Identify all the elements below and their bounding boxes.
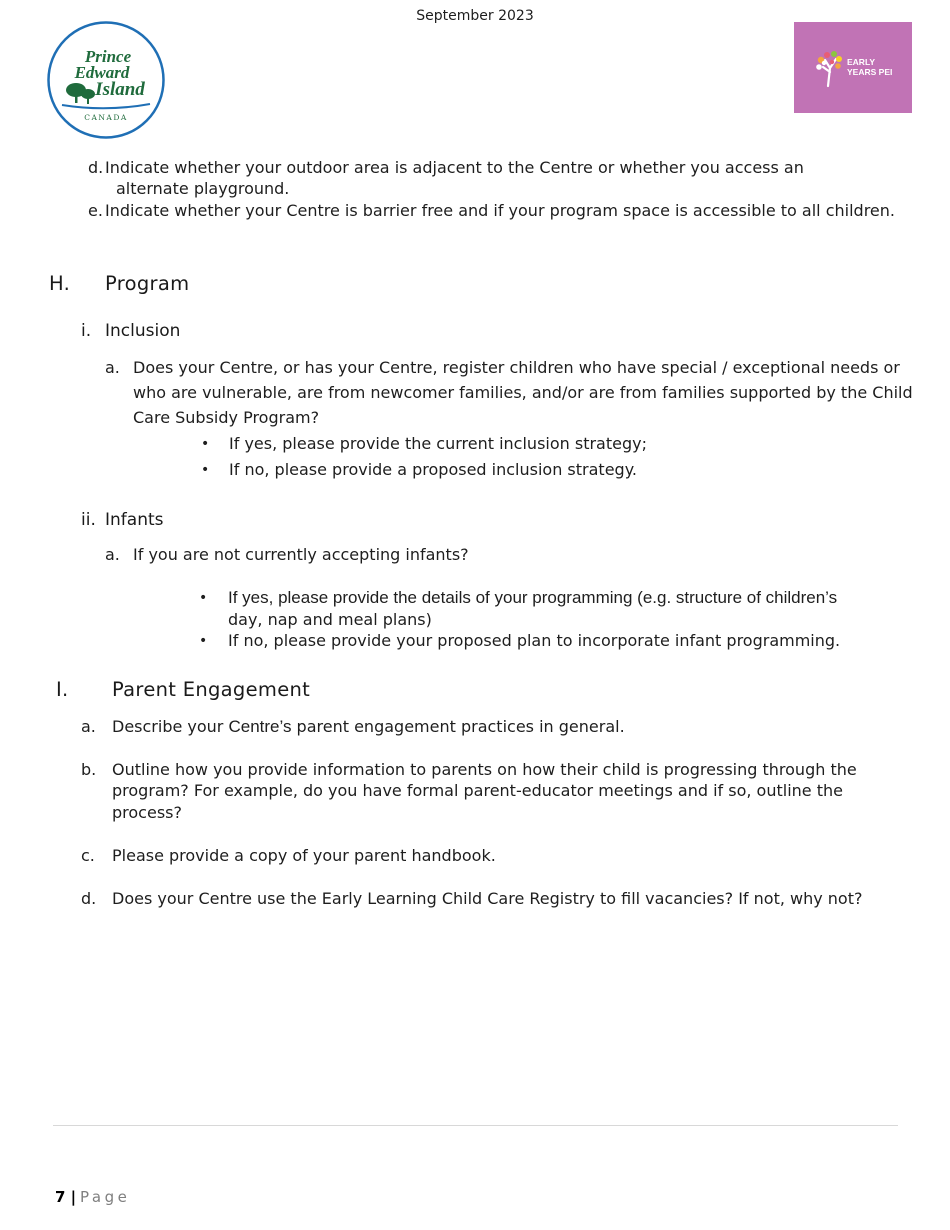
page-number: 7 | xyxy=(55,1188,77,1206)
subsection-title-infants: Infants xyxy=(105,510,164,530)
section-title-parent-engagement: Parent Engagement xyxy=(112,678,311,701)
bullet-icon: • xyxy=(201,436,210,452)
early-years-logo-line1: EARLY xyxy=(847,57,876,67)
section-marker: H. xyxy=(49,272,71,295)
outdoor-area-question-line2: alternate playground. xyxy=(116,179,290,198)
page-label: Page xyxy=(80,1188,131,1206)
inclusion-question-line3: Care Subsidy Program? xyxy=(133,408,320,427)
item-marker: e. xyxy=(88,201,103,220)
infants-bullet-no: If no, please provide your proposed plan to incorporate infant programming. xyxy=(228,631,841,650)
early-years-logo xyxy=(794,22,912,113)
item-marker: a. xyxy=(105,358,120,377)
barrier-free-question: Indicate whether your Centre is barrier free and if your program space is accessible to all children. xyxy=(105,201,895,220)
progress-info-question-line2: program? For example, do you have formal parent-educator meetings and if so, outline the xyxy=(112,781,843,800)
tree-icon xyxy=(816,51,842,86)
inclusion-bullet-yes: If yes, please provide the current inclusion strategy; xyxy=(229,434,647,453)
item-marker: d. xyxy=(81,889,97,908)
inclusion-bullet-no: If no, please provide a proposed inclusion strategy. xyxy=(229,460,637,479)
early-years-logo-line2: YEARS PEI xyxy=(847,67,893,77)
infants-bullet-yes-line2: day, nap and meal plans) xyxy=(228,610,432,629)
item-marker: a. xyxy=(105,545,120,564)
infants-bullet-yes-line1: If yes, please provide the details of your programming (e.g. structure of children’s xyxy=(228,588,838,607)
progress-info-question-line1: Outline how you provide information to parents on how their child is progressing through the xyxy=(112,760,857,779)
inclusion-question-line1: Does your Centre, or has your Centre, register children who have special / exceptional needs or xyxy=(133,358,900,377)
engagement-practices-question: Describe your Centre’s parent engagement practices in general. xyxy=(112,717,625,736)
inclusion-question-line2: who are vulnerable, are from newcomer families, and/or are from families supported by the Child xyxy=(133,383,913,402)
bullet-icon: • xyxy=(199,633,208,649)
outdoor-area-question-line1: Indicate whether your outdoor area is adjacent to the Centre or whether you access an xyxy=(105,158,804,177)
pei-logo-country: CANADA xyxy=(84,113,128,122)
footer-divider xyxy=(53,1125,898,1126)
pei-logo xyxy=(46,20,166,140)
item-marker: c. xyxy=(81,846,95,865)
infants-question: If you are not currently accepting infants? xyxy=(133,545,469,564)
registry-question: Does your Centre use the Early Learning Child Care Registry to fill vacancies? If not, why not? xyxy=(112,889,863,908)
item-marker: d. xyxy=(88,158,104,177)
section-marker: I. xyxy=(56,678,69,701)
pei-logo-line2: Edward xyxy=(74,63,130,82)
pei-logo-line1: Prince xyxy=(84,47,132,66)
bullet-icon: • xyxy=(201,462,210,478)
subsection-title-inclusion: Inclusion xyxy=(105,321,181,341)
header-date: September 2023 xyxy=(416,8,534,24)
bullet-icon: • xyxy=(199,590,208,606)
subsection-marker: ii. xyxy=(81,510,96,530)
pei-logo-line3: Island xyxy=(95,79,145,100)
item-marker: b. xyxy=(81,760,97,779)
progress-info-question-line3: process? xyxy=(112,803,182,822)
subsection-marker: i. xyxy=(81,321,92,341)
section-title-program: Program xyxy=(105,272,190,295)
item-marker: a. xyxy=(81,717,96,736)
handbook-request: Please provide a copy of your parent handbook. xyxy=(112,846,496,865)
